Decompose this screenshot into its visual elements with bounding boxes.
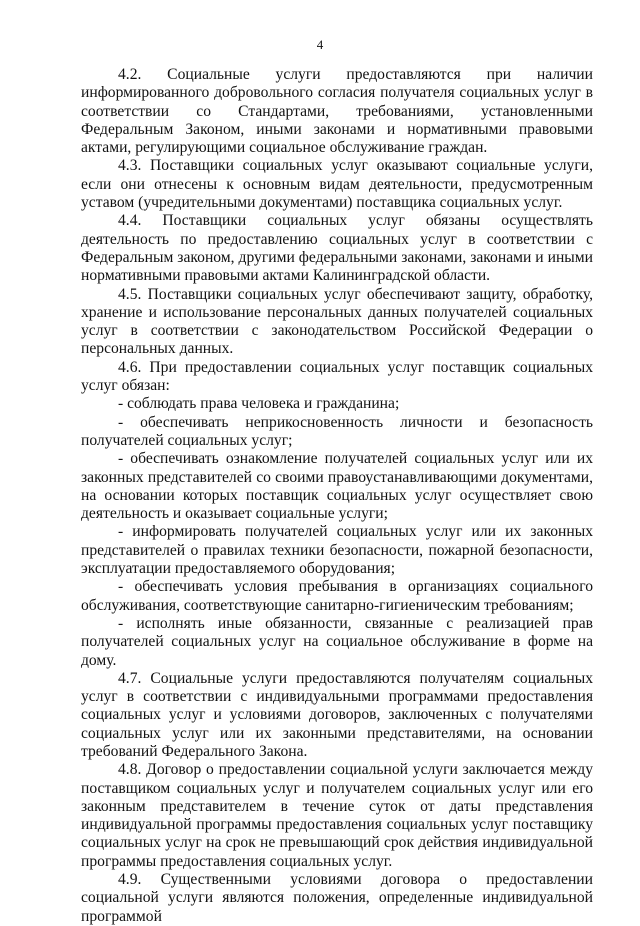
- paragraph-4-5: 4.5. Поставщики социальных услуг обеспечивают защиту, обработку, хранение и использование персональных данных получателей социальных услуг в соответствии с законодательством Российской Федерации о персональных данных.: [81, 285, 593, 358]
- list-item-rights: - соблюдать права человека и гражданина;: [118, 395, 400, 413]
- list-item-conditions: - обеспечивать условия пребывания в организациях социального обслуживания, соответствующие санитарно-гигиеническим требованиям;: [81, 578, 593, 614]
- paragraph-4-8: 4.8. Договор о предоставлении социальной услуги заключается между поставщиком социальных услуг и получателем социальных услуг или его законным представителем в течение суток от даты представления индивидуальной программы предоставления социальных услуг поставщику социальных услуг на срок не превышающий срок действия индивидуальной программы предоставления социальных услуг.: [81, 761, 593, 870]
- paragraph-4-6: 4.6. При предоставлении социальных услуг поставщик социальных услуг обязан:: [81, 358, 593, 395]
- page-number: 4: [316, 37, 324, 52]
- list-item-safety: - обеспечивать неприкосновенность личности и безопасность получателей социальных услуг;: [81, 413, 593, 449]
- list-item-other-duties: - исполнять иные обязанности, связанные с реализацией прав получателей социальных услуг на социальное обслуживание в форме на дому.: [81, 614, 593, 669]
- paragraph-4-3: 4.3. Поставщики социальных услуг оказывают социальные услуги, если они отнесены к основным видам деятельности, предусмотренным уставом (учредительными документами) поставщика социальных услуг.: [81, 157, 593, 212]
- paragraph-4-2: 4.2. Социальные услуги предоставляются при наличии информированного добровольного согласия получателя социальных услуг в соответствии со Стандартами, требованиями, установленными Федеральным Законом, иными законами и нормативными правовыми актами, регулирующими социальное обслуживание граждан.: [81, 66, 593, 157]
- paragraph-4-4: 4.4. Поставщики социальных услуг обязаны осуществлять деятельность по предоставлению социальных услуг в соответствии с Федеральным законом, другими федеральными законами, законами и иными нормативными правовыми актами Калининградской области.: [81, 212, 593, 285]
- paragraph-4-7: 4.7. Социальные услуги предоставляются получателям социальных услуг в соответствии с индивидуальными программами предоставления социальных услуг и условиями договоров, заключенных с получателями социальных услуг или их законными представителями, на основании требований Федерального Закона.: [81, 669, 593, 760]
- list-item-informing: - информировать получателей социальных услуг или их законных представителей о правилах техники безопасности, пожарной безопасности, эксплуатации предоставляемого оборудования;: [81, 523, 593, 578]
- list-item-familiarization: - обеспечивать ознакомление получателей социальных услуг или их законных представителей со своими правоустанавливающими документами, на основании которых поставщик социальных услуг осуществляет свою деятельность и оказывает социальные услуги;: [81, 450, 593, 523]
- document-body: [81, 66, 593, 926]
- paragraph-4-9: 4.9. Существенными условиями договора о предоставлении социальной услуги являются положения, определенные индивидуальной программой: [81, 871, 593, 925]
